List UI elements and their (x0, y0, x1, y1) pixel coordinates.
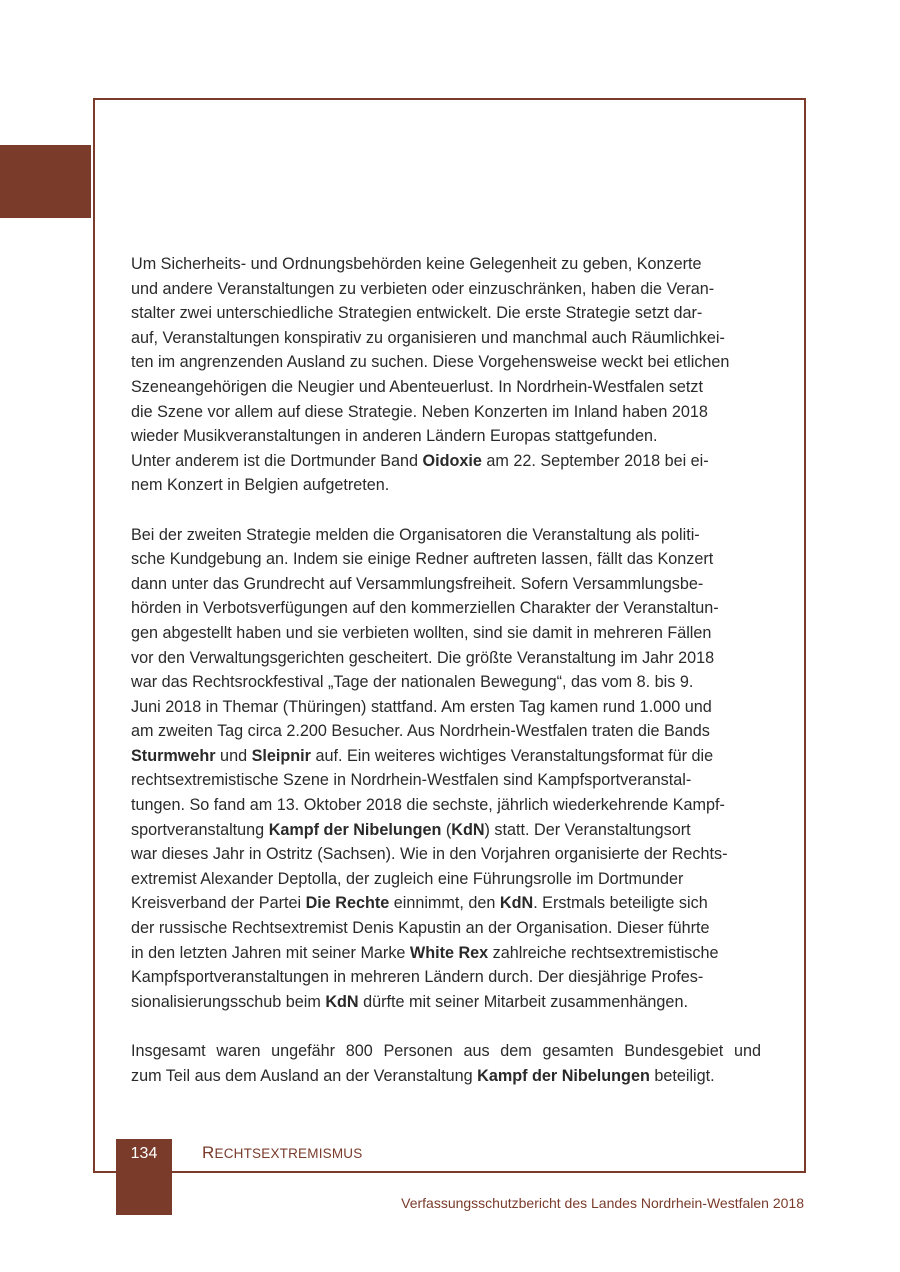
text-line (131, 400, 761, 425)
text-run: stalter zwei unterschiedliche Strategien entwickelt. Die erste Strategie setzt dar- (131, 304, 703, 323)
text-line (131, 449, 761, 474)
text-line (131, 768, 761, 793)
bold-term: Kampf der Nibelungen (477, 1066, 650, 1085)
text-line (131, 990, 761, 1015)
text-line (131, 646, 761, 671)
text-run: hörden in Verbotsverfügungen auf den kommerziellen Charakter der Veranstaltun- (131, 599, 719, 618)
body-text (131, 252, 761, 1088)
bold-term: Kampf der Nibelungen (268, 820, 442, 839)
text-run: rechtsextremistische Szene in Nordrhein-Westfalen sind Kampfsportveranstal- (131, 771, 692, 790)
text-run: Szeneangehörigen die Neugier und Abenteuerlust. In Nordrhein-Westfalen setzt (131, 377, 704, 396)
text-line (131, 916, 761, 941)
publication-footer: Verfassungsschutzbericht des Landes Nordrhein-Westfalen 2018 (401, 1195, 804, 1211)
text-run: extremist Alexander Deptolla, der zugleich eine Führungsrolle im Dortmunder (131, 869, 684, 888)
text-line (131, 350, 761, 375)
text-run: zahlreiche rechtsextremistische (488, 943, 719, 962)
text-line (131, 301, 761, 326)
text-run: Kreisverband der Partei (131, 894, 306, 913)
text-run: Um Sicherheits- und Ordnungsbehörden keine Gelegenheit zu geben, Konzerte (131, 255, 702, 273)
text-run: tungen. So fand am 13. Oktober 2018 die sechste, jährlich wiederkehrende Kampf- (131, 796, 725, 815)
text-run: Insgesamt waren ungefähr 800 Personen aus dem gesamten Bundesgebiet und (131, 1042, 761, 1060)
text-run: die Szene vor allem auf diese Strategie. Neben Konzerten im Inland haben 2018 (131, 402, 708, 421)
text-run: zum Teil aus dem Ausland an der Veranstaltung (131, 1066, 478, 1085)
bold-term: Sturmwehr (131, 746, 216, 765)
text-line (131, 744, 761, 769)
text-line (131, 1064, 761, 1089)
text-run: sionalisierungsschub beim (131, 992, 326, 1011)
text-line (131, 941, 761, 966)
text-line (131, 719, 761, 744)
text-line (131, 965, 761, 990)
text-run: beteiligt. (649, 1066, 715, 1085)
bold-term: Die Rechte (305, 894, 390, 913)
text-run: war dieses Jahr in Ostritz (Sachsen). Wie in den Vorjahren organisierte der Rechts- (131, 845, 728, 864)
paragraph (131, 1039, 761, 1088)
text-line (131, 277, 761, 302)
text-line (131, 473, 761, 498)
text-line (131, 867, 761, 892)
section-title: RECHTSEXTREMISMUS (202, 1143, 363, 1162)
text-run: auf, Veranstaltungen konspirativ zu organisieren und manchmal auch Räumlichkei- (131, 328, 725, 347)
paragraph-gap (131, 498, 761, 523)
text-run: nem Konzert in Belgien aufgetreten. (131, 476, 390, 495)
text-run: ten im angrenzenden Ausland zu suchen. Diese Vorgehensweise weckt bei etlichen (131, 353, 730, 372)
text-line (131, 1039, 761, 1064)
text-run: dürfte mit seiner Mitarbeit zusammenhängen. (358, 992, 688, 1011)
text-run: dann unter das Grundrecht auf Versammlungsfreiheit. Sofern Versammlungsbe- (131, 574, 704, 593)
text-run: und andere Veranstaltungen zu verbieten oder einzuschränken, haben die Veran- (131, 279, 715, 298)
text-line (131, 596, 761, 621)
text-run: vor den Verwaltungsgerichten gescheitert. Die größte Veranstaltung im Jahr 2018 (131, 648, 715, 667)
paragraph (131, 252, 761, 498)
text-line (131, 547, 761, 572)
text-line (131, 670, 761, 695)
text-run: . Erstmals beteiligte sich (533, 894, 708, 913)
bold-term: KdN (499, 894, 534, 913)
text-run: Juni 2018 in Themar (Thüringen) stattfand. Am ersten Tag kamen rund 1.000 und (131, 697, 712, 716)
text-line (131, 326, 761, 351)
text-run: Kampfsportveranstaltungen in mehreren Ländern durch. Der diesjährige Profes- (131, 968, 704, 987)
text-line (131, 695, 761, 720)
text-run: auf. Ein weiteres wichtiges Veranstaltungsformat für die (310, 746, 714, 765)
text-run: gen abgestellt haben und sie verbieten wollten, sind sie damit in mehreren Fällen (131, 623, 712, 642)
text-line (131, 252, 761, 277)
text-run: und (215, 746, 252, 765)
text-run: war das Rechtsrockfestival „Tage der nationalen Bewegung“, das vom 8. bis 9. (131, 673, 694, 692)
corner-color-block (0, 145, 91, 218)
text-line (131, 375, 761, 400)
text-line (131, 621, 761, 646)
text-line (131, 842, 761, 867)
bold-term: Oidoxie (422, 451, 482, 470)
text-line (131, 424, 761, 449)
paragraph (131, 523, 761, 1015)
text-run: Bei der zweiten Strategie melden die Organisatoren die Veranstaltung als politi- (131, 525, 700, 544)
text-run: am 22. September 2018 bei ei- (481, 451, 709, 470)
bold-term: White Rex (409, 943, 489, 962)
page-number: 134 (130, 1145, 158, 1162)
text-run: Unter anderem ist die Dortmunder Band (131, 451, 423, 470)
text-run: in den letzten Jahren mit seiner Marke (131, 943, 410, 962)
text-run: der russische Rechtsextremist Denis Kapustin an der Organisation. Dieser führte (131, 919, 710, 938)
text-line (131, 818, 761, 843)
text-line (131, 572, 761, 597)
text-run: einnimmt, den (389, 894, 500, 913)
text-line (131, 793, 761, 818)
text-line (131, 891, 761, 916)
text-line (131, 523, 761, 548)
text-run: sportveranstaltung (131, 820, 269, 839)
text-run: ( (441, 820, 452, 839)
text-run: am zweiten Tag circa 2.200 Besucher. Aus Nordrhein-Westfalen traten die Bands (131, 722, 710, 741)
text-run: sche Kundgebung an. Indem sie einige Redner auftreten lassen, fällt das Konzert (131, 550, 714, 569)
bold-term: KdN (451, 820, 485, 839)
bold-term: Sleipnir (251, 746, 311, 765)
bold-term: KdN (325, 992, 359, 1011)
paragraph-gap (131, 1014, 761, 1039)
text-run: wieder Musikveranstaltungen in anderen Ländern Europas stattgefunden. (131, 427, 658, 446)
text-run: ) statt. Der Veranstaltungsort (484, 820, 691, 839)
